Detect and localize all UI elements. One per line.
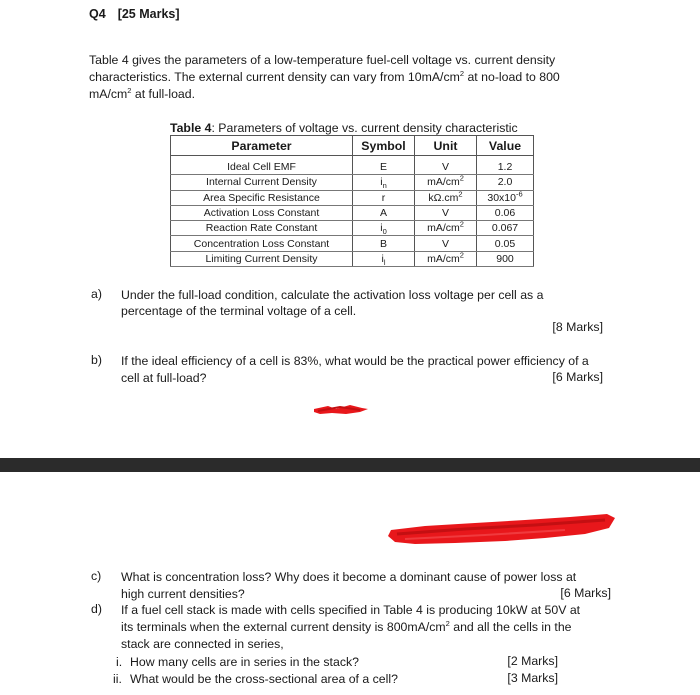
- part-d-line-2: its terminals when the external current density is $800mA/cm^2$ and all the cells in the: [121, 618, 572, 634]
- header-value: Value: [477, 136, 534, 156]
- cell-parameter: Reaction Rate Constant: [171, 221, 353, 236]
- cell-symbol: A: [353, 205, 415, 220]
- table-row: [171, 156, 534, 175]
- cell-symbol: $i_0$: [353, 221, 415, 236]
- table-row: [171, 236, 534, 251]
- part-d-ii-text: What would be the cross-sectional area of a cell?: [130, 672, 398, 686]
- part-a-marks: [8 Marks]: [552, 320, 603, 334]
- intro-line-3: $mA/cm^2$ at full-load.: [89, 85, 196, 101]
- cell-unit: V: [415, 205, 477, 220]
- table-row: [171, 251, 534, 266]
- page-divider: [0, 458, 700, 472]
- cell-value: $30x10^{-6}$: [477, 190, 534, 205]
- cell-symbol: r: [353, 190, 415, 205]
- part-d-ii-label: ii.: [113, 672, 122, 686]
- cell-parameter: Area Specific Resistance: [171, 190, 353, 205]
- table-row: [171, 175, 534, 190]
- part-d-i-label: i.: [116, 655, 123, 669]
- part-a-line-2: percentage of the terminal voltage of a cell.: [121, 304, 357, 318]
- part-b-line-2: cell at full-load?: [121, 371, 207, 385]
- cell-parameter: Ideal Cell EMF: [171, 156, 353, 175]
- part-d-label: d): [91, 602, 102, 616]
- cell-parameter: Activation Loss Constant: [171, 205, 353, 220]
- part-d-ii-marks: [3 Marks]: [507, 671, 558, 685]
- question-number: Q4: [89, 7, 106, 21]
- intro-line-1: Table 4 gives the parameters of a low-temperature fuel-cell voltage vs. current density: [89, 53, 556, 67]
- header-symbol: Symbol: [353, 136, 415, 156]
- cell-unit: $mA/cm^2$: [415, 251, 477, 266]
- part-d-line-1: If a fuel cell stack is made with cells specified in Table 4 is producing 10kW at 50V at: [121, 603, 581, 617]
- part-b-line-1: If the ideal efficiency of a cell is 83%, what would be the practical power efficiency of a: [121, 354, 589, 368]
- cell-unit: V: [415, 156, 477, 175]
- parameters-table: [170, 135, 534, 267]
- cell-unit: $mA/cm^2$: [415, 175, 477, 190]
- question-marks: [25 Marks]: [117, 7, 180, 21]
- cell-parameter: Concentration Loss Constant: [171, 236, 353, 251]
- part-d-i-text: How many cells are in series in the stack?: [130, 655, 359, 669]
- cell-unit: $k\Omega.cm^2$: [415, 190, 477, 205]
- part-d-i-marks: [2 Marks]: [507, 654, 558, 668]
- table-header-row: [171, 136, 534, 156]
- part-b-marks: [6 Marks]: [552, 370, 603, 384]
- cell-value: 2.0: [477, 175, 534, 190]
- part-c-line-1: What is concentration loss? Why does it become a dominant cause of power loss at: [121, 570, 577, 584]
- table-row: [171, 205, 534, 220]
- cell-value: 900: [477, 251, 534, 266]
- table-row: [171, 190, 534, 205]
- cell-value: 0.05: [477, 236, 534, 251]
- cell-symbol: B: [353, 236, 415, 251]
- cell-symbol: $i_n$: [353, 175, 415, 190]
- header-unit: Unit: [415, 136, 477, 156]
- cell-parameter: Limiting Current Density: [171, 251, 353, 266]
- part-b-label: b): [91, 353, 102, 367]
- part-d-line-3: stack are connected in series,: [121, 637, 284, 651]
- question-header: [89, 7, 180, 21]
- header-parameter: Parameter: [171, 136, 353, 156]
- intro-line-2: characteristics. The external current density can vary from $10mA/cm^2$ at no-load to 800: [89, 68, 560, 84]
- table-caption: Table 4: Parameters of voltage vs. current density characteristic: [170, 121, 518, 135]
- cell-unit: $mA/cm^2$: [415, 221, 477, 236]
- table-row: [171, 221, 534, 236]
- part-c-line-2: high current densities?: [121, 587, 245, 601]
- part-c-label: c): [91, 569, 102, 583]
- part-a-line-1: Under the full-load condition, calculate the activation loss voltage per cell as a: [121, 288, 544, 302]
- part-a-label: a): [91, 287, 102, 301]
- cell-symbol: E: [353, 156, 415, 175]
- cell-parameter: Internal Current Density: [171, 175, 353, 190]
- part-c-marks: [6 Marks]: [560, 586, 611, 600]
- cell-value: 0.067: [477, 221, 534, 236]
- redaction-scribble-1: [310, 400, 372, 422]
- cell-value: 0.06: [477, 205, 534, 220]
- cell-value: 1.2: [477, 156, 534, 175]
- cell-unit: V: [415, 236, 477, 251]
- cell-symbol: $i_l$: [353, 251, 415, 266]
- redaction-scribble-2: [385, 508, 620, 550]
